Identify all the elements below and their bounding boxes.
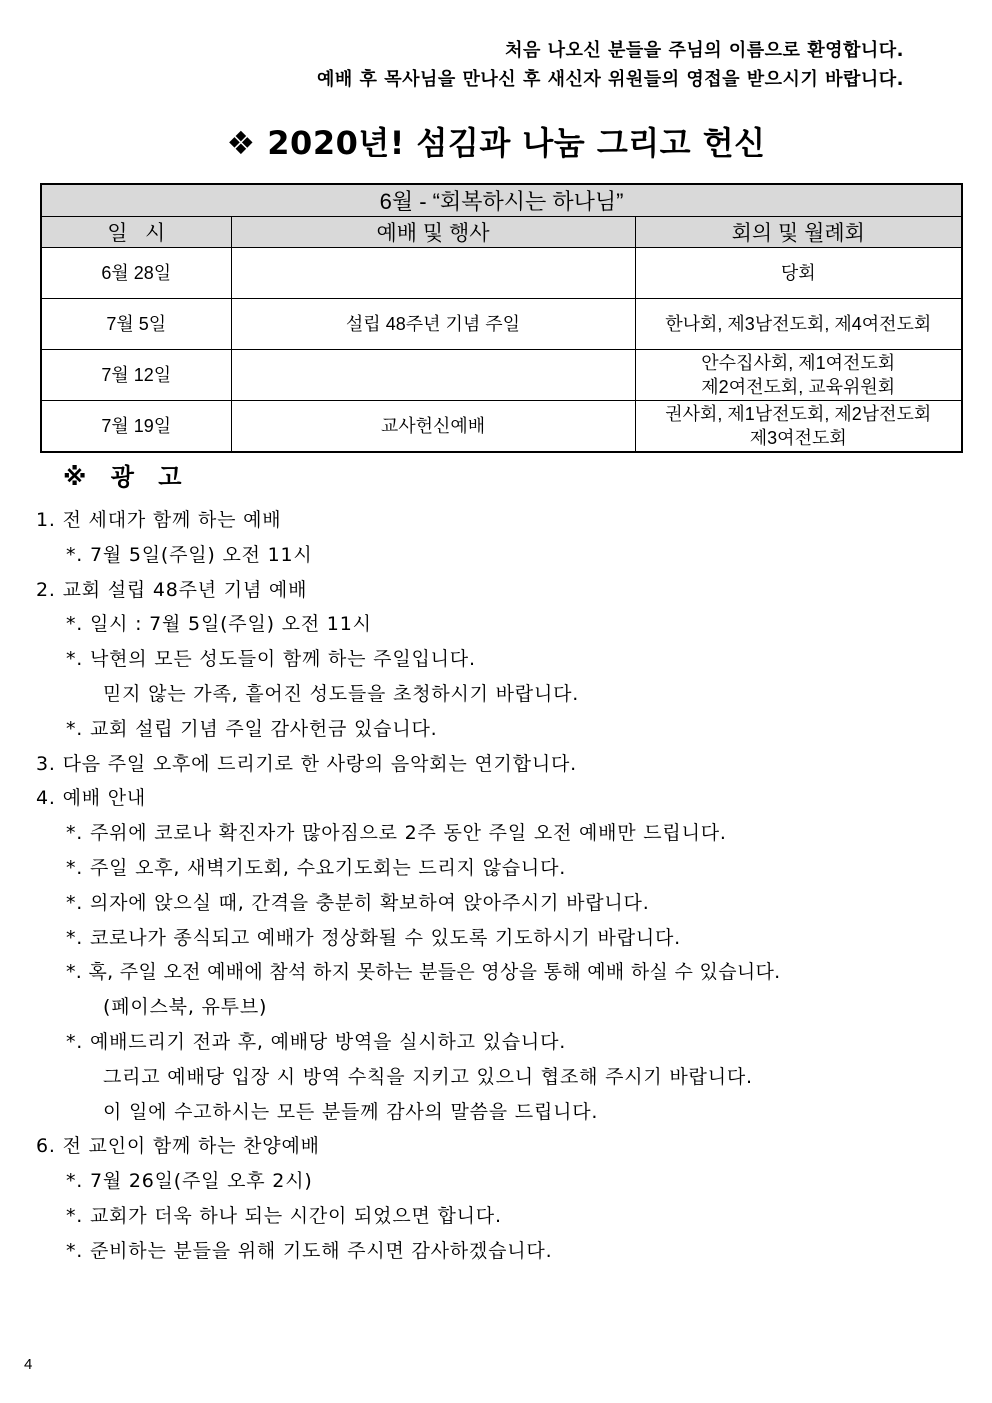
page-number: 4 [24, 1356, 33, 1373]
row-meeting [635, 299, 962, 350]
table-row [41, 350, 962, 401]
announcement-line: *. 코로나가 종식되고 예배가 정상화될 수 있도록 기도하시기 바랍니다. [66, 926, 682, 949]
row-meeting [635, 350, 962, 401]
header-event: 예배 및 행사 [231, 217, 635, 248]
announcement-line: 2. 교회 설립 48주년 기념 예배 [36, 578, 308, 601]
header-meeting: 회의 및 월례회 [635, 217, 962, 248]
row-meeting-line: 안수집사회, 제1여전도회 [701, 353, 896, 373]
row-meeting [635, 248, 962, 299]
announcement-line: *. 혹, 주일 오전 예배에 참석 하지 못하는 분들은 영상을 통해 예배 하실 수 있습니다. [66, 961, 781, 984]
announcement-line: *. 의자에 앉으실 때, 간격을 충분히 확보하여 앉아주시기 바랍니다. [66, 891, 650, 914]
announcement-line: 1. 전 세대가 함께 하는 예배 [36, 509, 282, 531]
schedule-table [40, 183, 963, 453]
announcement-line: *. 7월 5일(주일) 오전 11시 [66, 543, 313, 566]
announcement-line: 믿지 않는 가족, 흩어진 성도들을 초청하시기 바랍니다. [103, 682, 580, 705]
header-date: 일 시 [41, 217, 231, 248]
announcement-line: *. 교회 설립 기념 주일 감사헌금 있습니다. [66, 717, 438, 740]
row-event: 교사헌신예배 [231, 401, 635, 453]
announcements-list [36, 503, 966, 1269]
announcement-line: 3. 다음 주일 오후에 드리기로 한 사랑의 음악회는 연기합니다. [36, 752, 577, 775]
table-row [41, 299, 962, 350]
announcement-line: *. 준비하는 분들을 위해 기도해 주시면 감사하겠습니다. [66, 1239, 553, 1262]
row-date: 7월 19일 [41, 401, 231, 453]
announcement-line: 그리고 예배당 입장 시 방역 수칙을 지키고 있으니 협조해 주시기 바랍니다. [103, 1065, 753, 1088]
row-event: 설립 48주년 기념 주일 [231, 299, 635, 350]
row-date: 6월 28일 [41, 248, 231, 299]
announcement-line: *. 주위에 코로나 확진자가 많아짐으로 2주 동안 주일 오전 예배만 드립니다. [66, 822, 727, 845]
announcement-line: *. 주일 오후, 새벽기도회, 수요기도회는 드리지 않습니다. [66, 856, 567, 879]
row-event [231, 350, 635, 401]
schedule-month-title: 6월 - “회복하시는 하나님” [41, 184, 962, 217]
announcement-line: 이 일에 수고하시는 모든 분들께 감사의 말씀을 드립니다. [103, 1100, 599, 1123]
welcome-message [317, 36, 904, 94]
announcement-line: (페이스북, 유투브) [103, 996, 268, 1019]
announcement-line: *. 교회가 더욱 하나 되는 시간이 되었으면 합니다. [66, 1204, 502, 1227]
welcome-line-1: 처음 나오신 분들을 주님의 이름으로 환영합니다. [505, 40, 904, 61]
announcement-line: *. 낙현의 모든 성도들이 함께 하는 주일입니다. [66, 648, 476, 671]
table-row [41, 401, 962, 453]
page-title: ❖ 2020년! 섬김과 나눔 그리고 헌신 [226, 124, 766, 162]
announcements-heading: ※ 광 고 [63, 463, 190, 491]
announcement-line: 4. 예배 안내 [36, 787, 147, 810]
table-row [41, 248, 962, 299]
row-meeting-line: 당회 [780, 263, 816, 283]
row-meeting [635, 401, 962, 453]
row-event [231, 248, 635, 299]
row-meeting-line: 한나회, 제3남전도회, 제4여전도회 [665, 314, 932, 334]
row-date: 7월 5일 [41, 299, 231, 350]
row-meeting-line: 제2여전도회, 교육위원회 [701, 377, 896, 397]
announcement-line: *. 일시 : 7월 5일(주일) 오전 11시 [66, 613, 372, 636]
row-date: 7월 12일 [41, 350, 231, 401]
welcome-line-2: 예배 후 목사님을 만나신 후 새신자 위원들의 영접을 받으시기 바랍니다. [317, 69, 904, 90]
announcement-line: *. 예배드리기 전과 후, 예배당 방역을 실시하고 있습니다. [66, 1030, 567, 1053]
row-meeting-line: 제3여전도회 [749, 428, 847, 448]
announcement-line: 6. 전 교인이 함께 하는 찬양예배 [36, 1135, 320, 1158]
announcement-line: *. 7월 26일(주일 오후 2시) [66, 1170, 313, 1193]
row-meeting-line: 권사회, 제1남전도회, 제2남전도회 [665, 404, 932, 424]
